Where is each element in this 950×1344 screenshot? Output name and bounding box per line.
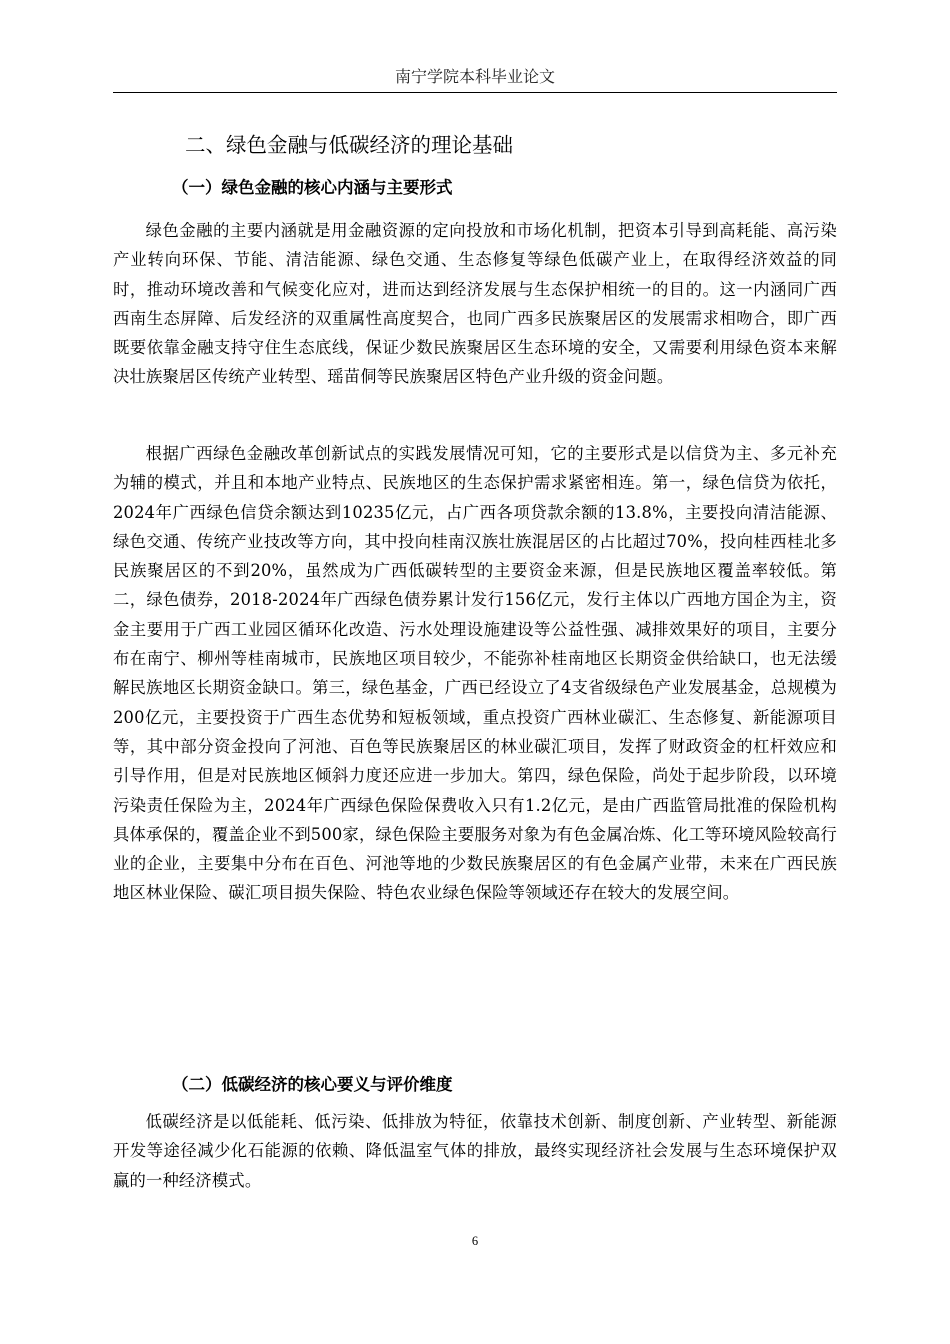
page-number: 6 bbox=[471, 1234, 479, 1248]
subsection-title-1: （一）绿色金融的核心内涵与主要形式 bbox=[172, 178, 453, 197]
header-title: 南宁学院本科毕业论文 bbox=[394, 67, 555, 86]
paragraph-2: 根据广西绿色金融改革创新试点的实践发展情况可知，它的主要形式是以信贷为主、多元补充为辅的模式，并且和本地产业特点、民族地区的生态保护需求紧密相连。第一，绿色信贷为依托，2024年广西绿色信贷余额达到10235亿元，占广西各项贷款余额的13.8%，主要投向清洁能源、绿色交通、传统产业技改等方向，其中投向桂南汉族壮族混居区的占比超过70%，投向桂西桂北多民族聚居区的不到20%，虽然成为广西低碳转型的主要资金来源，但是民族地区覆盖率较低。第二，绿色债券，2018-2024年广西绿色债券累计发行156亿元，发行主体以广西地方国企为主，资金主要用于广西工业园区循环化改造、污水处理设施建设等公益性强、减排效果好的项目，主要分布在南宁、柳州等桂南城市，民族地区项目较少，不能弥补桂南地区长期资金供给缺口，也无法缓解民族地区长期资金缺口。第三，绿色基金，广西已经设立了4支省级绿色产业发展基金，总规模为200亿元，主要投资于广西生态优势和短板领域，重点投资广西林业碳汇、生态修复、新能源项目等，其中部分资金投向了河池、百色等民族聚居区的林业碳汇项目，发挥了财政资金的杠杆效应和引导作用，但是对民族地区倾斜力度还应进一步加大。第四，绿色保险，尚处于起步阶段，以环境污染责任保险为主，2024年广西绿色保险保费收入只有1.2亿元，是由广西监管局批准的保险机构具体承保的，覆盖企业不到500家，绿色保险主要服务对象为有色金属冶炼、化工等环境风险较高行业的企业，主要集中分布在百色、河池等地的少数民族聚居区的有色金属产业带，未来在广西民族地区林业保险、碳汇项目损失保险、特色农业绿色保险等领域还存在较大的发展空间。 bbox=[113, 444, 837, 903]
section-title: 二、绿色金融与低碳经济的理论基础 bbox=[185, 133, 513, 157]
running-header bbox=[113, 66, 837, 93]
paragraph-3: 低碳经济是以低能耗、低污染、低排放为特征，依靠技术创新、制度创新、产业转型、新能源开发等途径减少化石能源的依赖、降低温室气体的排放，最终实现经济社会发展与生态环境保护双赢的一种经济模式。 bbox=[113, 1112, 837, 1190]
paragraph-1: 绿色金融的主要内涵就是用金融资源的定向投放和市场化机制，把资本引导到高耗能、高污染产业转向环保、节能、清洁能源、绿色交通、生态修复等绿色低碳产业上，在取得经济效益的同时，推动环境改善和气候变化应对，进而达到经济发展与生态保护相统一的目的。这一内涵同广西西南生态屏障、后发经济的双重属性高度契合，也同广西多民族聚居区的发展需求相吻合，即广西既要依靠金融支持守住生态底线，保证少数民族聚居区生态环境的安全，又需要利用绿色资本来解决壮族聚居区传统产业转型、瑶苗侗等民族聚居区特色产业升级的资金问题。 bbox=[113, 221, 837, 387]
subsection-title-2: （二）低碳经济的核心要义与评价维度 bbox=[172, 1075, 453, 1094]
